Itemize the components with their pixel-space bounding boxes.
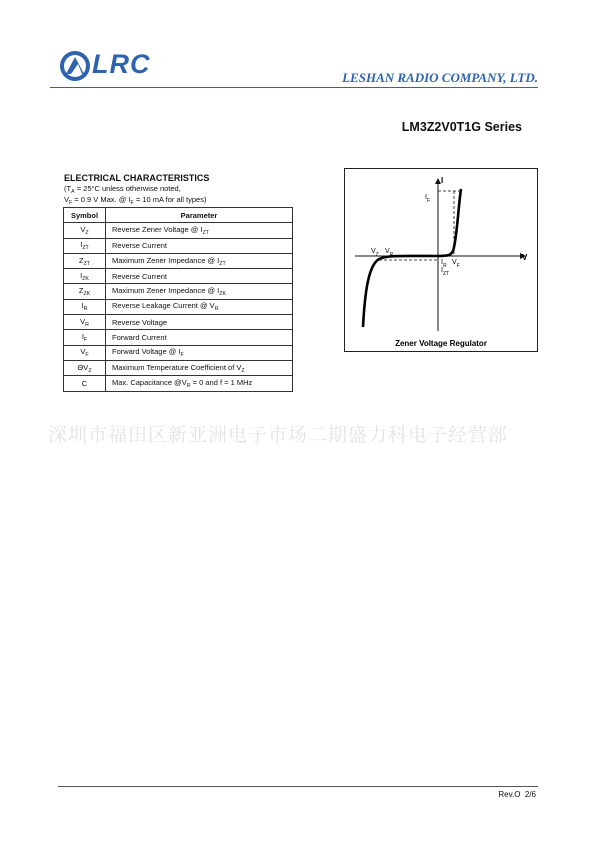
ec-table-header bbox=[64, 208, 293, 223]
ec-note-2: $V_F = 0.9$ V Max. @ $I_F = 10$ mA for all types) bbox=[64, 195, 207, 206]
footer bbox=[498, 790, 536, 799]
ec-table bbox=[63, 207, 293, 392]
row-parameter: Maximum Zener Impedance @ $I_{ZT}$ bbox=[106, 253, 293, 268]
row-symbol: $\Theta V_Z$ bbox=[64, 360, 106, 375]
row-parameter: Reverse Leakage Current @ $V_R$ bbox=[106, 299, 293, 314]
ec-table-row bbox=[64, 360, 293, 375]
page-number: 2/6 bbox=[524, 790, 536, 799]
row-symbol: $I_{ZK}$ bbox=[64, 269, 106, 284]
footer-rule bbox=[58, 786, 538, 787]
row-symbol: $I_R$ bbox=[64, 299, 106, 314]
if-label: $I_F$ bbox=[425, 194, 431, 204]
header-rule bbox=[50, 87, 538, 88]
izt-label: $I_{ZT}$ bbox=[441, 267, 450, 277]
ec-table-row bbox=[64, 299, 293, 314]
figure-caption: Zener Voltage Regulator bbox=[395, 339, 487, 348]
ec-table-row bbox=[64, 253, 293, 268]
axis-i-label: I bbox=[441, 176, 444, 185]
ec-title: ELECTRICAL CHARACTERISTICS bbox=[64, 173, 210, 183]
ir-label: $I_R$ bbox=[441, 259, 447, 269]
vr-label: $V_R$ bbox=[385, 248, 394, 258]
row-parameter: Maximum Zener Impedance @ $I_{ZK}$ bbox=[106, 284, 293, 299]
ec-table-row bbox=[64, 345, 293, 360]
row-parameter: Forward Current bbox=[106, 330, 293, 345]
row-symbol: $V_Z$ bbox=[64, 223, 106, 238]
row-parameter: Reverse Current bbox=[106, 269, 293, 284]
ec-table-row bbox=[64, 284, 293, 299]
series-title: LM3Z2V0T1G Series bbox=[401, 120, 522, 134]
row-symbol: C bbox=[64, 376, 106, 391]
zener-figure bbox=[344, 168, 538, 352]
row-symbol: $V_R$ bbox=[64, 315, 106, 330]
ec-table-body bbox=[64, 223, 293, 391]
ec-table-row bbox=[64, 238, 293, 253]
row-symbol: $Z_{ZT}$ bbox=[64, 253, 106, 268]
zener-iv-plot bbox=[345, 169, 537, 351]
vf-label: $V_F$ bbox=[452, 259, 460, 269]
ec-table-row bbox=[64, 269, 293, 284]
row-parameter: Maximum Temperature Coefficient of $V_Z$ bbox=[106, 360, 293, 375]
row-parameter: Reverse Voltage bbox=[106, 315, 293, 330]
company-name: LESHAN RADIO COMPANY, LTD. bbox=[342, 70, 538, 85]
watermark: 深圳市福田区新亚洲电子市场二期盛力科电子经营部 bbox=[48, 424, 509, 446]
ec-table-row bbox=[64, 330, 293, 345]
iv-curve bbox=[363, 189, 461, 327]
col-parameter: Parameter bbox=[106, 208, 293, 223]
ec-table-row bbox=[64, 223, 293, 238]
logo-text: LRC bbox=[92, 49, 151, 79]
row-parameter: Forward Voltage @ $I_F$ bbox=[106, 345, 293, 360]
col-symbol: Symbol bbox=[64, 208, 106, 223]
ec-table-row bbox=[64, 376, 293, 391]
row-symbol: $Z_{ZK}$ bbox=[64, 284, 106, 299]
row-parameter: Reverse Zener Voltage @ $I_{ZT}$ bbox=[106, 223, 293, 238]
row-parameter: Reverse Current bbox=[106, 238, 293, 253]
vz-label: $V_Z$ bbox=[371, 248, 379, 258]
row-symbol: $I_{ZT}$ bbox=[64, 238, 106, 253]
revision: Rev.O bbox=[498, 790, 521, 799]
axis-v-label: V bbox=[522, 253, 528, 262]
row-symbol: $V_F$ bbox=[64, 345, 106, 360]
ec-table-row bbox=[64, 315, 293, 330]
ec-note-1: ($T_A = 25^\circ C$ unless otherwise noted, bbox=[64, 184, 181, 195]
row-parameter: Max. Capacitance $@V_R = 0$ and f = 1 MHz bbox=[106, 376, 293, 391]
row-symbol: $I_F$ bbox=[64, 330, 106, 345]
